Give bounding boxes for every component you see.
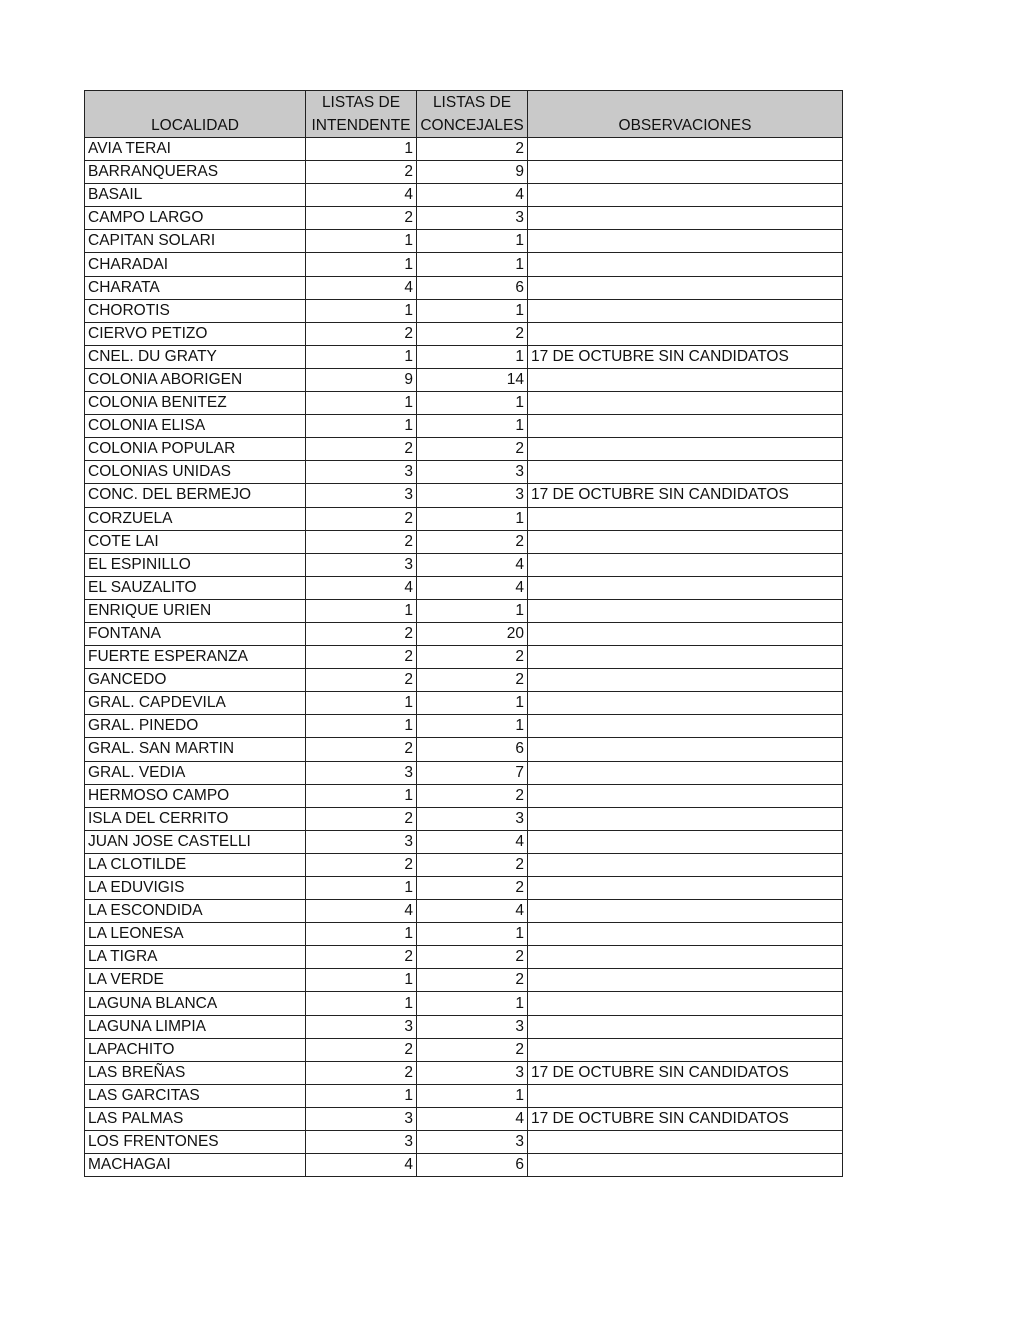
cell-listas-concejales: 3: [417, 461, 528, 484]
cell-observaciones: [528, 415, 843, 438]
cell-localidad: HERMOSO CAMPO: [85, 784, 306, 807]
cell-listas-concejales: 1: [417, 692, 528, 715]
cell-observaciones: [528, 646, 843, 669]
cell-listas-concejales: 3: [417, 1061, 528, 1084]
cell-listas-intendente: 2: [306, 161, 417, 184]
table-row: [85, 599, 843, 622]
table-row: [85, 415, 843, 438]
cell-observaciones: [528, 622, 843, 645]
cell-listas-concejales: 2: [417, 1038, 528, 1061]
table-row: [85, 230, 843, 253]
cell-observaciones: [528, 253, 843, 276]
table-row: [85, 345, 843, 368]
cell-listas-concejales: 1: [417, 392, 528, 415]
cell-localidad: CHOROTIS: [85, 299, 306, 322]
table-row: [85, 207, 843, 230]
cell-listas-concejales: 2: [417, 646, 528, 669]
table-row: [85, 830, 843, 853]
cell-listas-intendente: 2: [306, 1038, 417, 1061]
table-row: [85, 1015, 843, 1038]
cell-localidad: LAPACHITO: [85, 1038, 306, 1061]
table-row: [85, 138, 843, 161]
cell-observaciones: [528, 923, 843, 946]
cell-localidad: ISLA DEL CERRITO: [85, 807, 306, 830]
cell-listas-intendente: 1: [306, 992, 417, 1015]
cell-listas-intendente: 2: [306, 322, 417, 345]
cell-listas-concejales: 6: [417, 1154, 528, 1177]
cell-listas-intendente: 3: [306, 484, 417, 507]
cell-localidad: MACHAGAI: [85, 1154, 306, 1177]
cell-listas-intendente: 2: [306, 530, 417, 553]
cell-listas-intendente: 4: [306, 900, 417, 923]
cell-localidad: CNEL. DU GRATY: [85, 345, 306, 368]
cell-listas-intendente: 1: [306, 599, 417, 622]
cell-listas-intendente: 4: [306, 184, 417, 207]
cell-observaciones: [528, 507, 843, 530]
cell-localidad: GRAL. PINEDO: [85, 715, 306, 738]
cell-listas-concejales: 4: [417, 830, 528, 853]
cell-listas-intendente: 2: [306, 738, 417, 761]
cell-observaciones: [528, 853, 843, 876]
table-row: [85, 1084, 843, 1107]
cell-listas-concejales: 4: [417, 900, 528, 923]
table-row: [85, 807, 843, 830]
cell-listas-intendente: 2: [306, 622, 417, 645]
cell-localidad: CIERVO PETIZO: [85, 322, 306, 345]
table-row: [85, 877, 843, 900]
cell-listas-intendente: 3: [306, 830, 417, 853]
cell-observaciones: 17 DE OCTUBRE SIN CANDIDATOS: [528, 484, 843, 507]
cell-listas-intendente: 2: [306, 807, 417, 830]
table-header: [85, 91, 843, 138]
cell-listas-intendente: 1: [306, 692, 417, 715]
cell-observaciones: [528, 715, 843, 738]
cell-listas-concejales: 1: [417, 992, 528, 1015]
cell-listas-intendente: 2: [306, 669, 417, 692]
cell-localidad: COLONIAS UNIDAS: [85, 461, 306, 484]
table-row: [85, 1038, 843, 1061]
table-row: [85, 253, 843, 276]
table-row: [85, 692, 843, 715]
table-row: [85, 923, 843, 946]
table-row: [85, 1131, 843, 1154]
cell-localidad: CAPITAN SOLARI: [85, 230, 306, 253]
cell-observaciones: [528, 530, 843, 553]
table-row: [85, 738, 843, 761]
cell-localidad: GANCEDO: [85, 669, 306, 692]
table-row: [85, 484, 843, 507]
cell-observaciones: [528, 1015, 843, 1038]
cell-listas-concejales: 3: [417, 1131, 528, 1154]
cell-listas-intendente: 1: [306, 715, 417, 738]
cell-listas-concejales: 1: [417, 599, 528, 622]
cell-listas-concejales: 1: [417, 345, 528, 368]
cell-localidad: LA CLOTILDE: [85, 853, 306, 876]
cell-localidad: GRAL. VEDIA: [85, 761, 306, 784]
cell-listas-concejales: 2: [417, 784, 528, 807]
table-row: [85, 322, 843, 345]
cell-listas-concejales: 1: [417, 415, 528, 438]
table-row: [85, 1061, 843, 1084]
cell-listas-intendente: 1: [306, 1084, 417, 1107]
cell-localidad: BARRANQUERAS: [85, 161, 306, 184]
cell-listas-concejales: 6: [417, 738, 528, 761]
cell-observaciones: [528, 669, 843, 692]
cell-listas-concejales: 2: [417, 438, 528, 461]
cell-listas-intendente: 1: [306, 969, 417, 992]
cell-listas-concejales: 1: [417, 715, 528, 738]
cell-localidad: COLONIA POPULAR: [85, 438, 306, 461]
cell-localidad: COLONIA ELISA: [85, 415, 306, 438]
cell-listas-concejales: 2: [417, 877, 528, 900]
cell-observaciones: 17 DE OCTUBRE SIN CANDIDATOS: [528, 345, 843, 368]
cell-listas-intendente: 3: [306, 553, 417, 576]
cell-localidad: LAGUNA BLANCA: [85, 992, 306, 1015]
cell-listas-intendente: 2: [306, 1061, 417, 1084]
cell-localidad: AVIA TERAI: [85, 138, 306, 161]
cell-observaciones: [528, 438, 843, 461]
cell-localidad: JUAN JOSE CASTELLI: [85, 830, 306, 853]
cell-listas-concejales: 1: [417, 1084, 528, 1107]
cell-listas-intendente: 2: [306, 646, 417, 669]
table-row: [85, 1107, 843, 1130]
cell-listas-concejales: 9: [417, 161, 528, 184]
cell-localidad: CHARATA: [85, 276, 306, 299]
cell-observaciones: [528, 553, 843, 576]
cell-localidad: CONC. DEL BERMEJO: [85, 484, 306, 507]
table-row: [85, 761, 843, 784]
cell-localidad: EL ESPINILLO: [85, 553, 306, 576]
cell-observaciones: [528, 392, 843, 415]
cell-localidad: LOS FRENTONES: [85, 1131, 306, 1154]
table-row: [85, 507, 843, 530]
cell-listas-intendente: 2: [306, 507, 417, 530]
cell-observaciones: [528, 946, 843, 969]
cell-listas-intendente: 1: [306, 877, 417, 900]
header-observaciones: OBSERVACIONES: [528, 91, 843, 138]
cell-localidad: EL SAUZALITO: [85, 576, 306, 599]
cell-observaciones: [528, 692, 843, 715]
cell-listas-concejales: 2: [417, 853, 528, 876]
cell-listas-intendente: 1: [306, 253, 417, 276]
cell-listas-concejales: 14: [417, 368, 528, 391]
cell-localidad: LA LEONESA: [85, 923, 306, 946]
cell-listas-intendente: 1: [306, 345, 417, 368]
cell-localidad: LAS GARCITAS: [85, 1084, 306, 1107]
table-row: [85, 784, 843, 807]
cell-observaciones: [528, 1084, 843, 1107]
cell-observaciones: [528, 368, 843, 391]
cell-localidad: LAS PALMAS: [85, 1107, 306, 1130]
cell-listas-concejales: 1: [417, 507, 528, 530]
cell-listas-concejales: 3: [417, 207, 528, 230]
cell-localidad: ENRIQUE URIEN: [85, 599, 306, 622]
table-row: [85, 622, 843, 645]
cell-listas-concejales: 2: [417, 969, 528, 992]
cell-listas-concejales: 3: [417, 484, 528, 507]
cell-observaciones: [528, 992, 843, 1015]
cell-observaciones: [528, 1154, 843, 1177]
cell-listas-intendente: 2: [306, 946, 417, 969]
cell-listas-intendente: 3: [306, 461, 417, 484]
cell-listas-concejales: 2: [417, 669, 528, 692]
table-row: [85, 1154, 843, 1177]
cell-listas-intendente: 3: [306, 761, 417, 784]
cell-listas-intendente: 4: [306, 276, 417, 299]
cell-observaciones: [528, 207, 843, 230]
table-row: [85, 299, 843, 322]
header-listas-intendente: LISTAS DE INTENDENTE: [306, 91, 417, 138]
table-row: [85, 946, 843, 969]
cell-observaciones: [528, 230, 843, 253]
cell-observaciones: [528, 1038, 843, 1061]
spreadsheet-page: [84, 90, 842, 1177]
cell-localidad: LA EDUVIGIS: [85, 877, 306, 900]
cell-listas-concejales: 1: [417, 230, 528, 253]
cell-localidad: LAGUNA LIMPIA: [85, 1015, 306, 1038]
table-row: [85, 368, 843, 391]
cell-listas-intendente: 1: [306, 299, 417, 322]
cell-listas-intendente: 1: [306, 230, 417, 253]
cell-observaciones: 17 DE OCTUBRE SIN CANDIDATOS: [528, 1107, 843, 1130]
cell-localidad: CORZUELA: [85, 507, 306, 530]
cell-observaciones: [528, 807, 843, 830]
cell-listas-intendente: 1: [306, 784, 417, 807]
table-row: [85, 576, 843, 599]
cell-observaciones: [528, 900, 843, 923]
cell-localidad: COLONIA BENITEZ: [85, 392, 306, 415]
table-row: [85, 969, 843, 992]
cell-listas-intendente: 1: [306, 923, 417, 946]
table-row: [85, 392, 843, 415]
cell-listas-concejales: 1: [417, 923, 528, 946]
cell-localidad: GRAL. SAN MARTIN: [85, 738, 306, 761]
table-row: [85, 669, 843, 692]
cell-observaciones: [528, 738, 843, 761]
cell-localidad: CHARADAI: [85, 253, 306, 276]
cell-listas-concejales: 1: [417, 299, 528, 322]
cell-listas-intendente: 2: [306, 207, 417, 230]
cell-localidad: LA TIGRA: [85, 946, 306, 969]
cell-listas-concejales: 6: [417, 276, 528, 299]
cell-localidad: LAS BREÑAS: [85, 1061, 306, 1084]
table-body: [85, 138, 843, 1177]
table-row: [85, 853, 843, 876]
table-row: [85, 438, 843, 461]
cell-listas-concejales: 2: [417, 946, 528, 969]
cell-observaciones: [528, 576, 843, 599]
cell-observaciones: [528, 761, 843, 784]
cell-listas-concejales: 4: [417, 1107, 528, 1130]
cell-observaciones: [528, 877, 843, 900]
cell-localidad: LA VERDE: [85, 969, 306, 992]
cell-listas-intendente: 1: [306, 392, 417, 415]
table-row: [85, 530, 843, 553]
cell-localidad: LA ESCONDIDA: [85, 900, 306, 923]
cell-observaciones: [528, 138, 843, 161]
cell-listas-concejales: 2: [417, 530, 528, 553]
cell-listas-concejales: 20: [417, 622, 528, 645]
cell-observaciones: [528, 599, 843, 622]
cell-observaciones: [528, 1131, 843, 1154]
cell-listas-concejales: 2: [417, 138, 528, 161]
cell-observaciones: [528, 299, 843, 322]
table-row: [85, 992, 843, 1015]
cell-localidad: FONTANA: [85, 622, 306, 645]
cell-listas-concejales: 1: [417, 253, 528, 276]
table-row: [85, 276, 843, 299]
cell-listas-intendente: 9: [306, 368, 417, 391]
cell-observaciones: [528, 784, 843, 807]
localidades-table: [84, 90, 843, 1177]
table-row: [85, 161, 843, 184]
cell-listas-intendente: 4: [306, 576, 417, 599]
cell-observaciones: [528, 461, 843, 484]
cell-localidad: COLONIA ABORIGEN: [85, 368, 306, 391]
cell-listas-concejales: 3: [417, 807, 528, 830]
cell-listas-concejales: 4: [417, 184, 528, 207]
table-row: [85, 900, 843, 923]
header-localidad: LOCALIDAD: [85, 91, 306, 138]
cell-listas-intendente: 4: [306, 1154, 417, 1177]
table-row: [85, 553, 843, 576]
cell-localidad: CAMPO LARGO: [85, 207, 306, 230]
table-row: [85, 715, 843, 738]
cell-listas-intendente: 3: [306, 1015, 417, 1038]
cell-localidad: GRAL. CAPDEVILA: [85, 692, 306, 715]
cell-observaciones: [528, 969, 843, 992]
cell-observaciones: [528, 830, 843, 853]
cell-localidad: BASAIL: [85, 184, 306, 207]
cell-listas-concejales: 4: [417, 553, 528, 576]
cell-listas-intendente: 1: [306, 415, 417, 438]
cell-observaciones: [528, 322, 843, 345]
cell-observaciones: [528, 184, 843, 207]
cell-listas-intendente: 2: [306, 438, 417, 461]
cell-listas-concejales: 7: [417, 761, 528, 784]
header-row: [85, 91, 843, 138]
cell-listas-concejales: 4: [417, 576, 528, 599]
cell-observaciones: [528, 161, 843, 184]
cell-observaciones: [528, 276, 843, 299]
cell-listas-concejales: 3: [417, 1015, 528, 1038]
cell-listas-concejales: 2: [417, 322, 528, 345]
cell-listas-intendente: 2: [306, 853, 417, 876]
header-listas-concejales: LISTAS DE CONCEJALES: [417, 91, 528, 138]
cell-localidad: COTE LAI: [85, 530, 306, 553]
cell-listas-intendente: 3: [306, 1107, 417, 1130]
table-row: [85, 646, 843, 669]
cell-observaciones: 17 DE OCTUBRE SIN CANDIDATOS: [528, 1061, 843, 1084]
cell-listas-intendente: 3: [306, 1131, 417, 1154]
cell-localidad: FUERTE ESPERANZA: [85, 646, 306, 669]
cell-listas-intendente: 1: [306, 138, 417, 161]
table-row: [85, 461, 843, 484]
table-row: [85, 184, 843, 207]
